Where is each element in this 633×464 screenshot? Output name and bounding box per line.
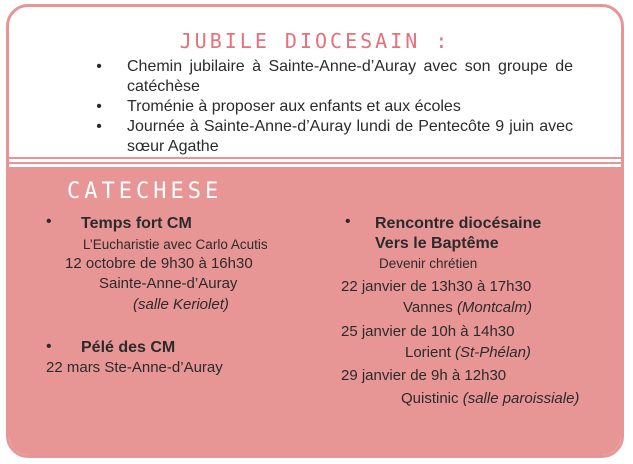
bullet-icon: • [96,98,102,115]
list-item: • Journée à Sainte-Anne-d’Auray lundi de Pentecôte 9 juin avec sœur Agathe [93,117,573,157]
session-date: 25 janvier de 10h à 14h30 [341,323,515,340]
rencontre-title: Rencontre diocésaine [375,215,542,232]
bullet-icon: • [46,338,52,355]
session-date: 22 janvier de 13h30 à 17h30 [341,278,532,295]
catechese-title: CATECHESE [67,179,223,204]
bullet-icon: • [345,213,351,230]
session-place: Quistinic (salle paroissiale) [401,390,580,407]
rencontre-subtitle-strong: Vers le Baptême [375,235,499,252]
pele-title: Pélé des CM [81,339,176,356]
temps-fort-date: 12 octobre de 9h30 à 16h30 [65,255,253,272]
jubile-title: JUBILE DIOCESAIN : [179,29,451,53]
session-date: 29 janvier de 9h à 12h30 [341,367,507,384]
list-item: • Chemin jubilaire à Sainte-Anne-d’Auray avec son groupe de catéchèse [93,57,573,97]
session-place: Vannes (Montcalm) [403,299,532,316]
bullet-icon: • [46,213,52,230]
divider-line [9,157,621,159]
pele-date: 22 mars Ste-Anne-d’Auray [46,359,223,376]
divider-line [9,162,621,164]
temps-fort-place: Sainte-Anne-d’Auray [99,275,238,292]
jubile-list [93,57,573,157]
session-place: Lorient (St-Phélan) [405,344,531,361]
bullet-icon: • [96,118,102,135]
temps-fort-subtitle: L’Eucharistie avec Carlo Acutis [83,237,268,252]
bullet-icon: • [96,58,102,75]
rencontre-subtitle: Devenir chrétien [379,256,478,271]
flyer-card [6,4,624,458]
temps-fort-room: (salle Keriolet) [133,296,229,313]
list-item: • Troménie à proposer aux enfants et aux écoles [93,97,573,117]
temps-fort-title: Temps fort CM [81,215,192,232]
